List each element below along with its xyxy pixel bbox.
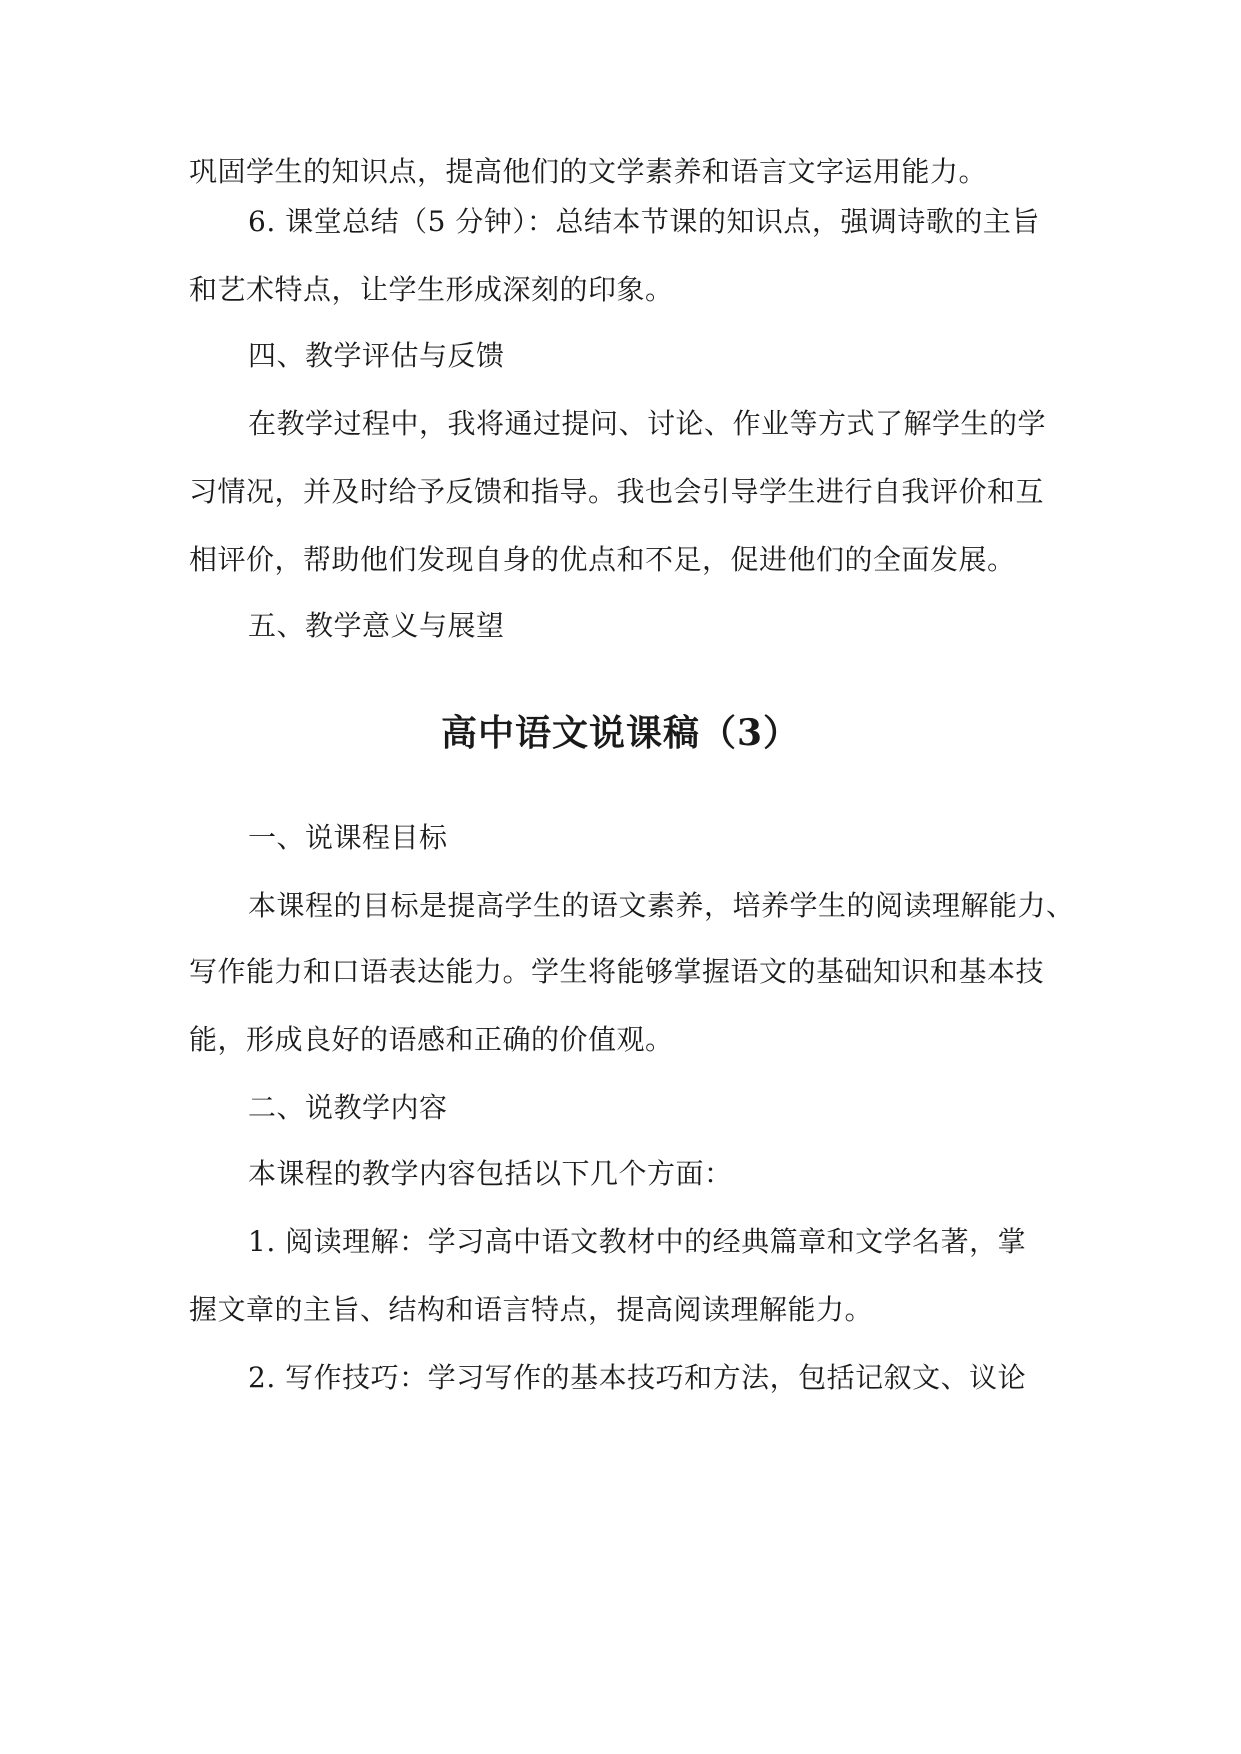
text-line-content-3: 握文章的主旨、结构和语言特点，提高阅读理解能力。 [189,1293,874,1326]
text-line-goals-2: 写作能力和口语表达能力。学生将能够掌握语文的基础知识和基本技 [189,955,1045,988]
text-line-3: 和艺术特点，让学生形成深刻的印象。 [189,273,674,306]
section-heading-content: 二、说教学内容 [248,1091,448,1124]
text-line-6: 习情况，并及时给予反馈和指导。我也会引导学生进行自我评价和互 [189,475,1045,508]
text-line-goals-1: 本课程的目标是提高学生的语文素养，培养学生的阅读理解能力、 [248,889,1075,922]
text-line-content-4: 2. 写作技巧：学习写作的基本技巧和方法，包括记叙文、议论 [248,1361,1027,1394]
section-heading-goals: 一、说课程目标 [248,821,448,854]
section-heading-evaluation: 四、教学评估与反馈 [248,339,505,372]
text-line-1: 巩固学生的知识点，提高他们的文学素养和语言文字运用能力。 [189,155,988,188]
text-line-content-1: 本课程的教学内容包括以下几个方面： [248,1157,733,1190]
text-line-2: 6. 课堂总结（5 分钟）：总结本节课的知识点，强调诗歌的主旨 [248,205,1040,238]
text-line-content-2: 1. 阅读理解：学习高中语文教材中的经典篇章和文学名著，掌 [248,1225,1027,1258]
section-heading-significance: 五、教学意义与展望 [248,609,505,642]
text-line-goals-3: 能，形成良好的语感和正确的价值观。 [189,1023,674,1056]
document-title: 高中语文说课稿（3） [440,712,801,754]
text-line-5: 在教学过程中，我将通过提问、讨论、作业等方式了解学生的学 [248,407,1047,440]
text-line-7: 相评价，帮助他们发现自身的优点和不足，促进他们的全面发展。 [189,543,1016,576]
